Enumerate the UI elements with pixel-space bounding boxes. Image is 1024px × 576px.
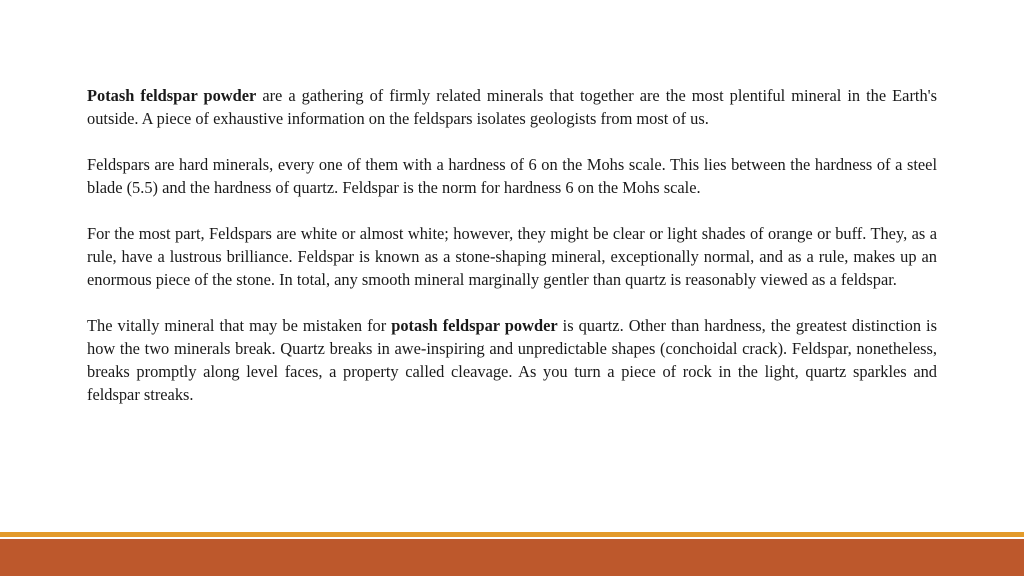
keyword-potash-feldspar-powder: Potash feldspar powder (87, 86, 257, 105)
paragraph-intro (87, 84, 937, 130)
paragraph-quartz-text-after: is quartz. Other than hardness, the greatest distinction is how the two minerals break. Quartz breaks in awe-inspiring and unpredictable shapes (conchoidal crack). Feldspar, nonetheless, breaks promptly along level faces, a property called cleavage. As you turn a piece of rock in the light, quartz sparkles and feldspar streaks. (87, 316, 937, 404)
paragraph-hardness: Feldspars are hard minerals, every one of them with a hardness of 6 on the Mohs scale. This lies between the hardness of a steel blade (5.5) and the hardness of quartz. Feldspar is the norm for hardness 6 on the Mohs scale. (87, 155, 937, 197)
footer-accent-line (0, 532, 1024, 537)
paragraph-quartz-comparison (87, 314, 937, 406)
keyword-potash-feldspar-powder-inline: potash feldspar powder (391, 316, 558, 335)
footer-bar (0, 539, 1024, 576)
paragraph-intro-text: are a gathering of firmly related minerals that together are the most plentiful mineral in the Earth's outside. A piece of exhaustive information on the feldspars isolates geologists from most of us. (87, 86, 937, 128)
paragraph-quartz-text-before: The vitally mineral that may be mistaken for (87, 316, 392, 335)
paragraph-color: For the most part, Feldspars are white or almost white; however, they might be clear or light shades of orange or buff. They, as a rule, have a lustrous brilliance. Feldspar is known as a stone-shaping mineral, exceptionally normal, and as a rule, makes up an enormous piece of the stone. In total, any smooth mineral marginally gentler than quartz is reasonably viewed as a feldspar. (87, 224, 937, 289)
slide-body (87, 84, 937, 429)
